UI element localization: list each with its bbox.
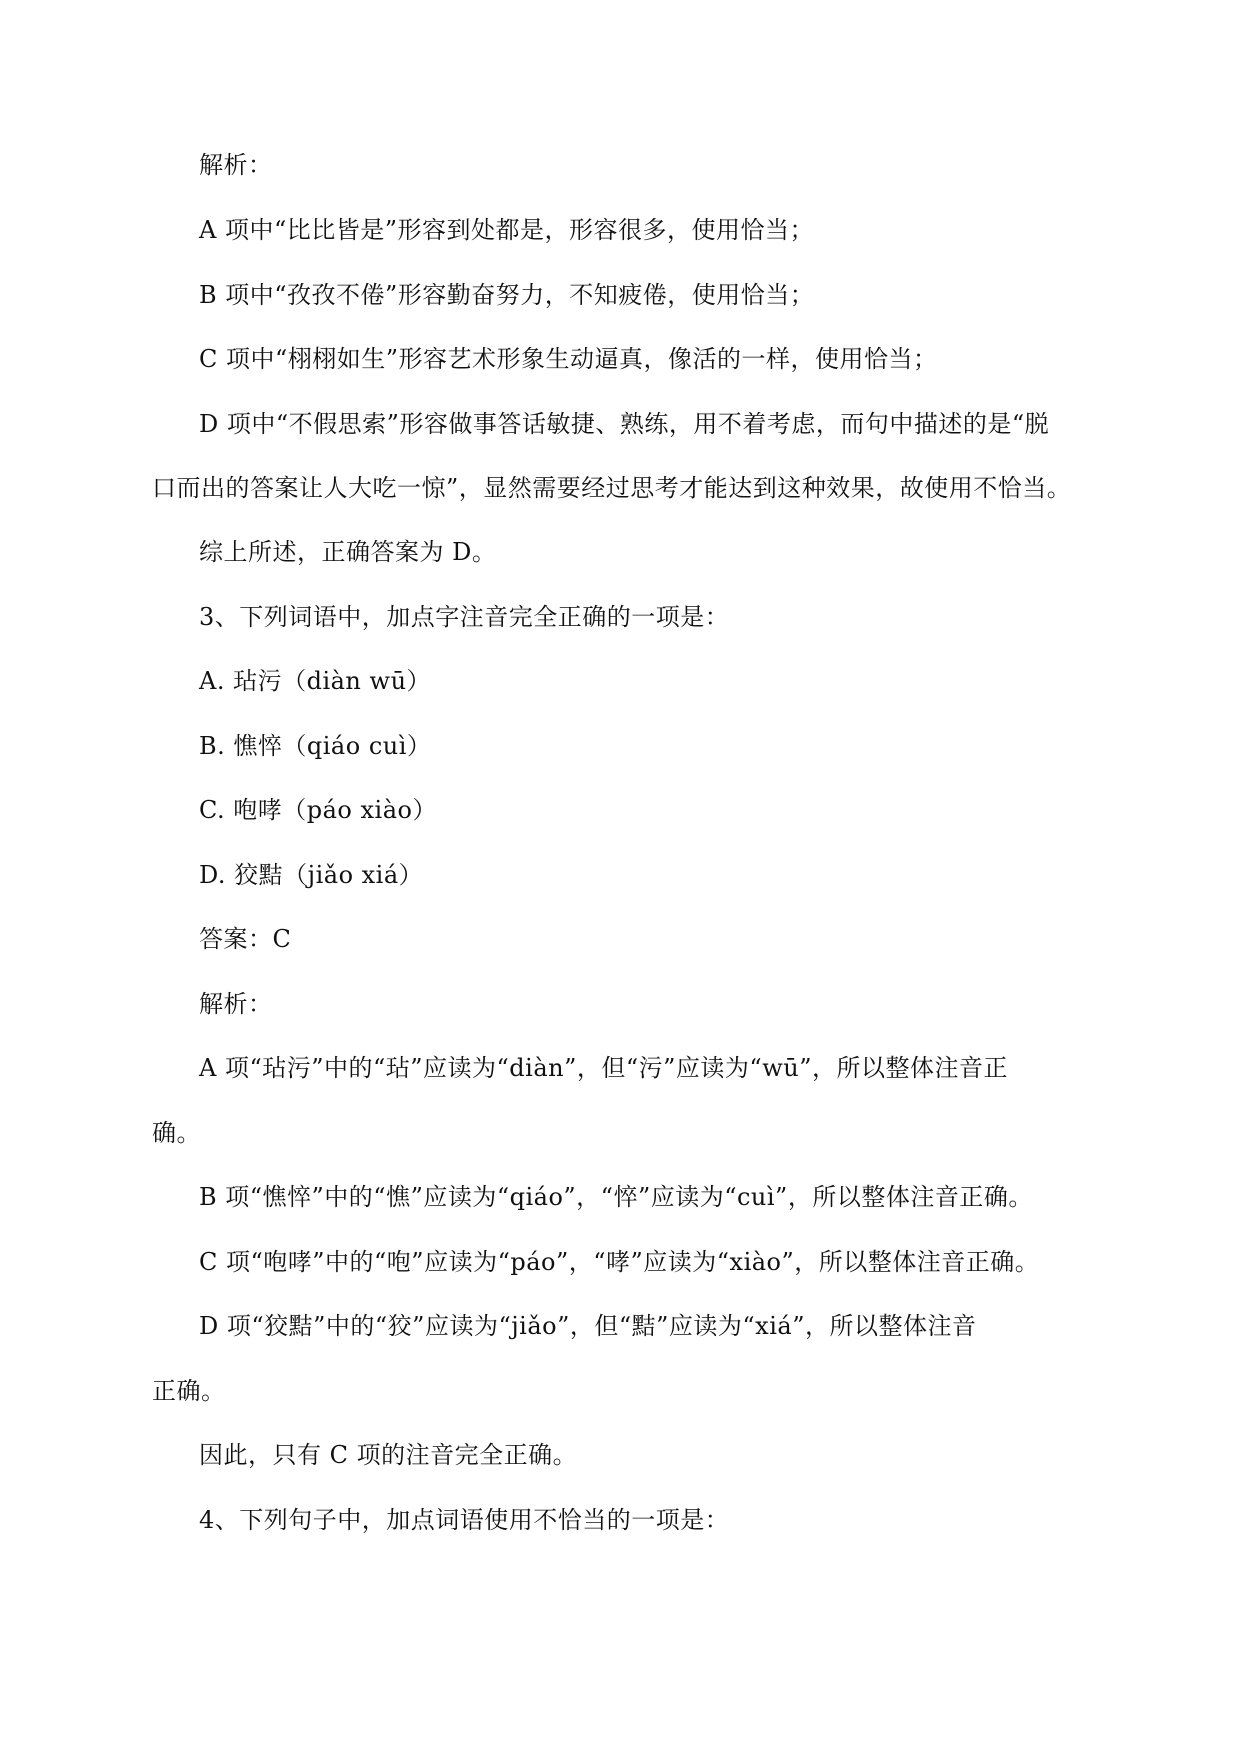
question-4: 4、下列句子中，加点词语使用不恰当的一项是： <box>199 1506 730 1534</box>
question-3-analysis-heading: 解析： <box>199 990 273 1018</box>
question-3-answer: 答案：C <box>199 925 292 953</box>
question-3-option-a: A. 玷污（diàn wū） <box>199 667 432 695</box>
question-3-option-b: B. 憔悴（qiáo cuì） <box>199 732 432 760</box>
analysis-option-d-line1: D 项中“不假思索”形容做事答话敏捷、熟练，用不着考虑，而句中描述的是“脱 <box>199 410 1050 438</box>
analysis-conclusion: 综上所述，正确答案为 D。 <box>199 538 497 566</box>
question-3: 3、下列词语中，加点字注音完全正确的一项是： <box>199 603 730 631</box>
analysis-option-b: B 项中“孜孜不倦”形容勤奋努力，不知疲倦，使用恰当； <box>199 281 815 309</box>
question-3-analysis-a-line2: 确。 <box>152 1119 201 1147</box>
analysis-option-c: C 项中“栩栩如生”形容艺术形象生动逼真，像活的一样，使用恰当； <box>199 345 938 373</box>
analysis-option-a: A 项中“比比皆是”形容到处都是，形容很多，使用恰当； <box>199 216 814 244</box>
question-3-analysis-d-line2: 正确。 <box>152 1377 226 1405</box>
analysis-option-d-line2: 口而出的答案让人大吃一惊”，显然需要经过思考才能达到这种效果，故使用不恰当。 <box>152 474 1072 502</box>
analysis-heading: 解析： <box>199 151 273 179</box>
question-3-analysis-a-line1: A 项“玷污”中的“玷”应读为“diàn”，但“污”应读为“wū”，所以整体注音正 <box>199 1054 1008 1082</box>
question-3-conclusion: 因此，只有 C 项的注音完全正确。 <box>199 1441 578 1469</box>
question-3-analysis-b: B 项“憔悴”中的“憔”应读为“qiáo”，“悴”应读为“cuì”，所以整体注音正确。 <box>199 1183 1033 1211</box>
question-3-option-d: D. 狡黠（jiǎo xiá） <box>199 861 424 889</box>
question-3-analysis-c: C 项“咆哮”中的“咆”应读为“páo”，“哮”应读为“xiào”，所以整体注音正确。 <box>199 1248 1040 1276</box>
question-3-option-c: C. 咆哮（páo xiào） <box>199 796 437 824</box>
question-3-analysis-d-line1: D 项“狡黠”中的“狡”应读为“jiǎo”，但“黠”应读为“xiá”，所以整体注音 <box>199 1312 977 1340</box>
